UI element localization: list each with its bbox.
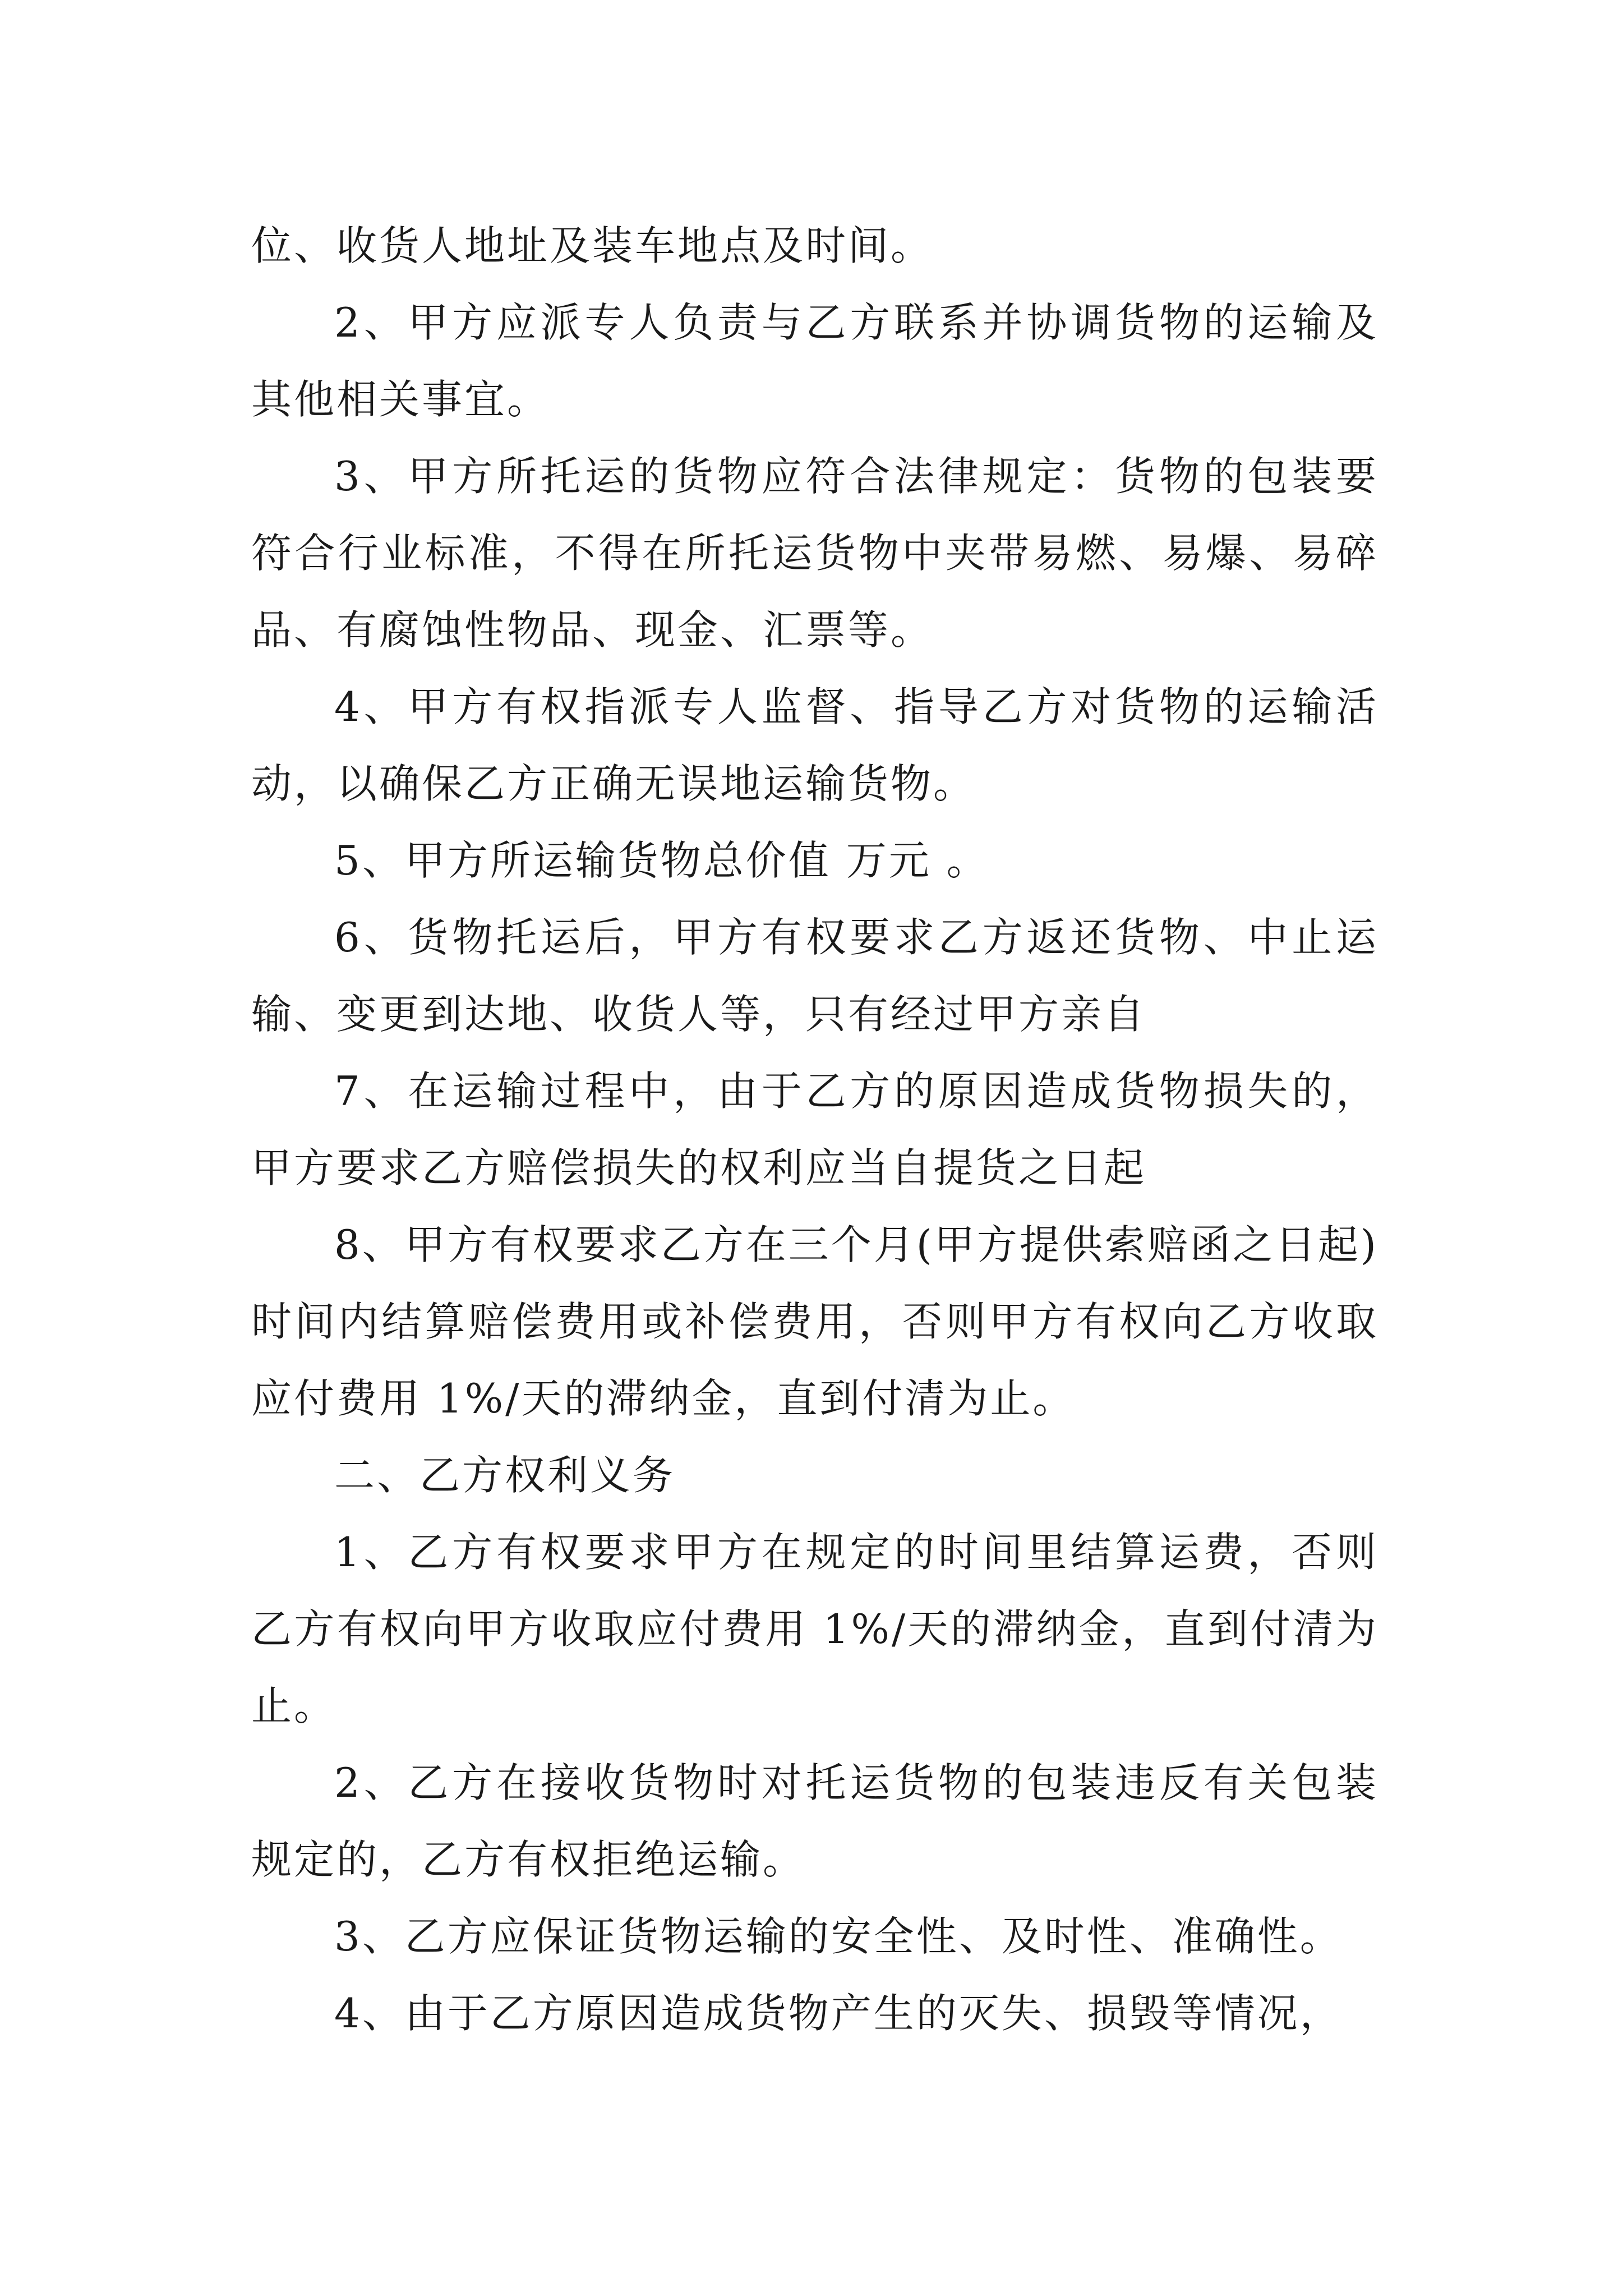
paragraph-b-clause-4: 4、由于乙方原因造成货物产生的灭失、损毁等情况， (334, 1990, 1343, 2037)
paragraph-b-clause-2: 2、乙方在接收货物时对托运货物的包装违反有关包装规定的，乙方有权拒绝运输。 (251, 1759, 1378, 1883)
paragraph-clause-2: 2、甲方应派专人负责与乙方联系并协调货物的运输及其他相关事宜。 (251, 299, 1378, 423)
paragraph-clause-4: 4、甲方有权指派专人监督、指导乙方对货物的运输活动，以确保乙方正确无误地运输货物。 (251, 683, 1378, 807)
paragraph-b-clause-1: 1、乙方有权要求甲方在规定的时间里结算运费，否则乙方有权向甲方收取应付费用 1%/天的滞纳金，直到付清为止。 (251, 1529, 1378, 1729)
paragraph-clause-5: 5、甲方所运输货物总价值 万元 。 (334, 837, 989, 884)
document-body (251, 208, 1378, 2052)
paragraph-clause-6: 6、货物托运后，甲方有权要求乙方返还货物、中止运输、变更到达地、收货人等，只有经过甲方亲自 (251, 914, 1378, 1038)
paragraph-clause-3: 3、甲方所托运的货物应符合法律规定：货物的包装要符合行业标准，不得在所托运货物中夹带易燃、易爆、易碎品、有腐蚀性物品、现金、汇票等。 (251, 453, 1378, 654)
paragraph-b-clause-3: 3、乙方应保证货物运输的安全性、及时性、准确性。 (334, 1913, 1343, 1960)
paragraph-clause-7: 7、在运输过程中，由于乙方的原因造成货物损失的，甲方要求乙方赔偿损失的权利应当自提货之日起 (251, 1068, 1378, 1191)
paragraph-continuation: 位、收货人地址及装车地点及时间。 (251, 222, 934, 269)
section-heading-party-b: 二、乙方权利义务 (334, 1452, 676, 1499)
paragraph-clause-8: 8、甲方有权要求乙方在三个月(甲方提供索赔函之日起)时间内结算赔偿费用或补偿费用，否则甲方有权向乙方收取应付费用 1%/天的滞纳金，直到付清为止。 (251, 1221, 1378, 1422)
